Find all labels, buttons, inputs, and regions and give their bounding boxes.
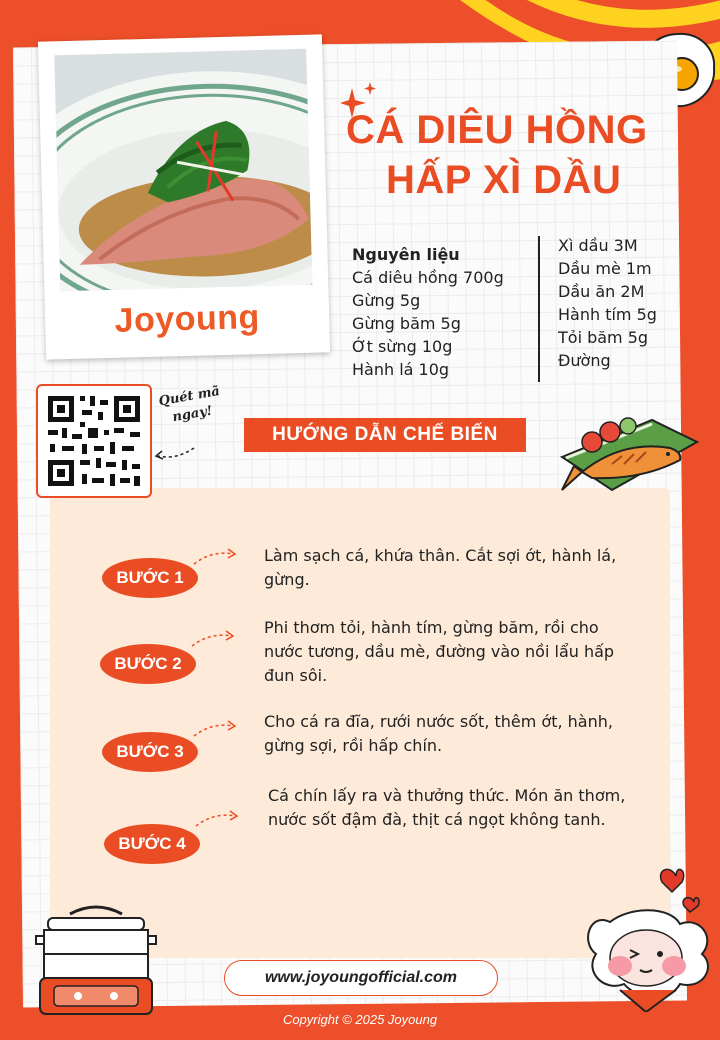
ingredient-item: Cá diêu hồng 700g — [352, 268, 504, 287]
ingredient-item: Đường — [558, 351, 611, 370]
step-arrow-icon — [190, 546, 240, 570]
fried-fish-illustration — [552, 402, 702, 502]
mascot-character-illustration — [580, 862, 720, 1012]
step-3-badge: BƯỚC 3 — [102, 732, 198, 772]
dish-photo — [54, 49, 312, 292]
ingredient-item: Ớt sừng 10g — [352, 337, 453, 356]
ingredient-item: Gừng 5g — [352, 291, 421, 310]
dashed-arrow-icon — [152, 442, 196, 464]
step-arrow-icon — [190, 718, 240, 742]
steamer-pot-illustration — [30, 900, 162, 1020]
recipe-title-line2: HẤP XÌ DẦU — [386, 158, 622, 202]
ingredient-item: Hành lá 10g — [352, 360, 450, 379]
step-2-text: Phi thơm tỏi, hành tím, gừng băm, rồi cho nước tương, dầu mè, đường vào nồi lẩu hấp đun sôi. — [264, 618, 615, 685]
step-arrow-icon — [188, 628, 238, 652]
recipe-title-line1: CÁ DIÊU HỒNG — [346, 108, 648, 152]
step-2-badge: BƯỚC 2 — [100, 644, 196, 684]
ingredients-left-column — [352, 243, 532, 381]
ingredient-item: Hành tím 5g — [558, 305, 657, 324]
step-arrow-icon — [192, 808, 242, 832]
step-1-text: Làm sạch cá, khứa thân. Cắt sợi ớt, hành lá, gừng. — [264, 546, 617, 589]
ingredient-item: Dầu mè 1m — [558, 259, 652, 278]
ingredient-item: Gừng băm 5g — [352, 314, 461, 333]
ingredients-right-column — [558, 234, 688, 372]
step-4-badge: BƯỚC 4 — [104, 824, 200, 864]
website-link[interactable]: www.joyoungofficial.com — [224, 960, 498, 996]
ingredient-item: Xì dầu 3M — [558, 236, 638, 255]
step-3-text: Cho cá ra đĩa, rưới nước sốt, thêm ớt, hành, gừng sợi, rồi hấp chín. — [264, 712, 613, 755]
copyright-text: Copyright © 2025 Joyoung — [282, 1012, 438, 1027]
qr-note-line1: Quét mã — [157, 383, 222, 410]
qr-code[interactable] — [36, 384, 152, 498]
ingredient-item: Dầu ăn 2M — [558, 282, 645, 301]
ingredient-item: Tỏi băm 5g — [558, 328, 649, 347]
step-1-badge: BƯỚC 1 — [102, 558, 198, 598]
step-4-text: Cá chín lấy ra và thưởng thức. Món ăn thơm, nước sốt đậm đà, thịt cá ngọt không tanh. — [268, 786, 626, 829]
guide-heading: HƯỚNG DẪN CHẾ BIẾN — [244, 418, 526, 452]
brand-logo: Joyoung — [114, 298, 261, 340]
qr-note-line2: ngay! — [171, 403, 214, 426]
ingredients-divider — [538, 236, 540, 382]
ingredients-heading: Nguyên liệu — [352, 245, 460, 264]
dish-polaroid — [38, 34, 330, 359]
